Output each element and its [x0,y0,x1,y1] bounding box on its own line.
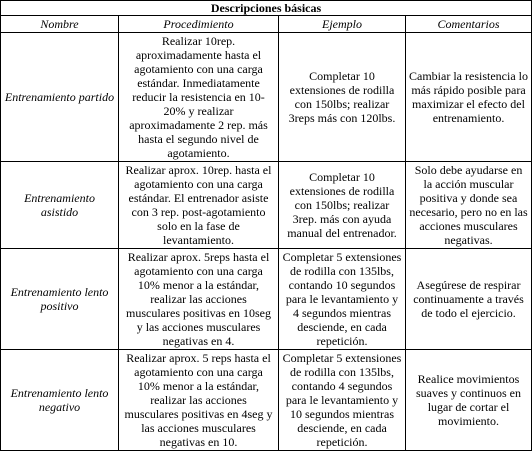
cell-procedimiento: Realizar aprox. 10rep. hasta el agotamiento con una carga estándar. El entrenador asiste con 3 rep. post-agotamiento solo en la fase de levantamiento. [119,162,279,249]
column-header-nombre: Nombre [1,16,119,33]
cell-nombre: Entrenamiento asistido [1,162,119,249]
cell-ejemplo: Completar 10 extensiones de rodilla con 150lbs; realizar 3rep. más con ayuda manual del entrenador. [279,162,406,249]
cell-comentarios: Solo debe ayudarse en la acción muscular positiva y donde sea necesario, pero no en las acciones musculares negativas. [406,162,532,249]
table-title: Descripciones básicas [1,1,532,16]
column-header-procedimiento: Procedimiento [119,16,279,33]
cell-ejemplo: Completar 10 extensiones de rodilla con 150lbs; realizar 3reps más con 120lbs. [279,33,406,162]
cell-comentarios: Realice movimientos suaves y continuos en lugar de cortar el movimiento. [406,350,532,451]
table-row [1,33,532,162]
cell-comentarios: Asegúrese de respirar continuamente a través de todo el ejercicio. [406,249,532,350]
cell-procedimiento: Realizar 10rep. aproximadamente hasta el agotamiento con una carga estándar. Inmediatamente reducir la resistencia en 10-20% y realizar aproximadamente 2 rep. más hasta el segundo nivel de agotamiento. [119,33,279,162]
column-header-ejemplo: Ejemplo [279,16,406,33]
cell-procedimiento: Realizar aprox. 5reps hasta el agotamiento con una carga 10% menor a la estándar, realizar las acciones musculares positivas en 10seg y las acciones musculares negativas en 4. [119,249,279,350]
header-row [1,16,532,33]
cell-ejemplo: Completar 5 extensiones de rodilla con 135lbs, contando 4 segundos para le levantamiento y 10 segundos mientras desciende, en cada repetición. [279,350,406,451]
cell-nombre: Entrenamiento lento negativo [1,350,119,451]
table-row [1,350,532,451]
table-row [1,162,532,249]
cell-ejemplo: Completar 5 extensiones de rodilla con 135lbs, contando 10 segundos para le levantamiento y 4 segundos mientras desciende, en cada repetición. [279,249,406,350]
cell-nombre: Entrenamiento partido [1,33,119,162]
table-row [1,249,532,350]
title-row [1,1,532,16]
column-header-comentarios: Comentarios [406,16,532,33]
cell-comentarios: Cambiar la resistencia lo más rápido posible para maximizar el efecto del entrenamiento. [406,33,532,162]
cell-nombre: Entrenamiento lento positivo [1,249,119,350]
cell-procedimiento: Realizar aprox. 5 reps hasta el agotamiento con una carga 10% menor a la estándar, realizar las acciones musculares positivas en 4seg y las acciones musculares negativas en 10. [119,350,279,451]
